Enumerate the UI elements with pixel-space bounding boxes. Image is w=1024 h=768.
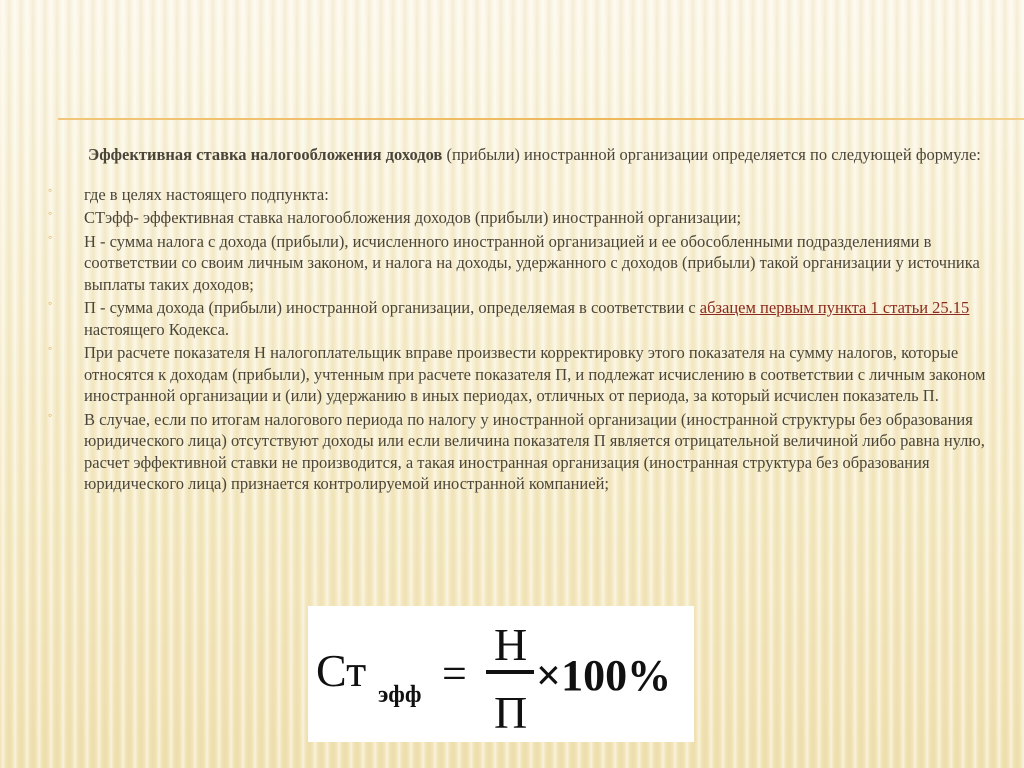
list-item	[48, 206, 1000, 229]
bullet-text: Н - сумма налога с дохода (прибыли), исчисленного иностранной организацией и ее обособленными подразделениями в соответствии со своим личным законом, и налога на доходы, удержанного с доходов (прибыли) такой организации у источника выплаты таких доходов;	[84, 231, 980, 294]
effective-rate-formula	[308, 606, 694, 742]
bullet-list	[48, 182, 1000, 495]
title-divider-line	[58, 118, 1024, 120]
intro-rest: (прибыли) иностранной организации определяется по следующей формуле:	[442, 145, 981, 164]
bullet-text: При расчете показателя Н налогоплательщик вправе произвести корректировку этого показателя на сумму налогов, которые относятся к доходам (прибыли), учтенным при расчете показателя П, и подлежат исчислению в соответствии с личным законом иностранной организации и (или) удержанию в иных периодах, отличных от периода, за который исчислен показатель П.	[84, 343, 986, 405]
formula-numerator: Н	[494, 619, 528, 670]
list-item	[48, 182, 1000, 206]
bullet-text: В случае, если по итогам налогового периода по налогу у иностранной организации (иностранной структуры без образования юридического лица) отсутствуют доходы или если величина показателя П является отрицательной величиной либо равна нулю, расчет эффективной ставки не производится, а такая иностранная организация (иностранная структура без образования юридического лица) признается контролируемой иностранной компанией;	[84, 409, 985, 493]
intro-bold-term: Эффективная ставка налогообложения доходов	[88, 145, 443, 164]
formula-lhs: Ст	[316, 645, 367, 696]
list-item	[48, 341, 1000, 407]
article-25-15-link[interactable]: абзацем первым пункта 1 статьи 25.15	[699, 298, 970, 317]
intro-paragraph	[84, 144, 1000, 166]
slide-body	[48, 144, 1000, 497]
formula-denominator: П	[494, 687, 528, 738]
list-item	[48, 296, 1000, 340]
formula-times-percent: ×100%	[536, 651, 672, 700]
bullet-text-before-link: П - сумма дохода (прибыли) иностранной организации, определяемая в соответствии с	[84, 298, 700, 317]
bullet-icon: ◦	[48, 407, 53, 422]
bullet-icon: ◦	[48, 206, 53, 220]
formula-subscript: эфф	[378, 682, 422, 708]
bullet-icon: ◦	[48, 341, 53, 355]
formula-image	[308, 606, 694, 742]
list-item	[48, 229, 1000, 296]
bullet-icon: ◦	[48, 296, 53, 310]
bullet-text-after-link: настоящего Кодекса.	[84, 319, 230, 339]
bullet-icon: ◦	[48, 182, 53, 197]
bullet-text: СТэфф- эффективная ставка налогообложения доходов (прибыли) иностранной организации;	[84, 208, 742, 227]
bullet-text: где в целях настоящего подпункта:	[84, 184, 329, 204]
formula-equals: =	[442, 649, 467, 698]
bullet-icon: ◦	[48, 229, 53, 244]
list-item	[48, 407, 1000, 495]
